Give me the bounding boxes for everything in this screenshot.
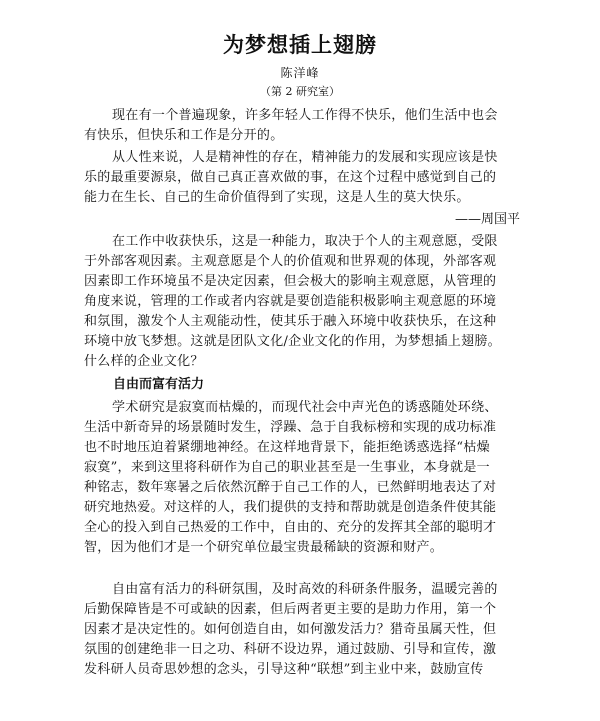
text-line: 从人性来说，人是精神性的存在，精神能力的发展和实现应该是快 [112, 150, 498, 165]
text-line: 和氛围，激发个人主观能动性，使其乐于融入环境中收获快乐，在这种 [84, 314, 497, 329]
text-line: 全心的投入到自己热爱的工作中，自由的、充分的发挥其全部的聪明才 [84, 520, 497, 535]
paragraph-research [84, 398, 520, 558]
text-line: 有快乐，但快乐和工作是分开的。 [84, 128, 284, 143]
text-line: 种铭志，数年寒暑之后依然沉醉于自己工作的人，已然鲜明地表达了对 [84, 480, 497, 495]
article-author: 陈洋峰 [280, 66, 320, 80]
text-line: 能力在生长、自己的生命价值得到了实现，这是人生的莫大快乐。 [84, 190, 470, 205]
author-department: （第 2 研究室） [260, 85, 340, 98]
quote-attribution: ——周国平 [454, 212, 520, 227]
text-line: 乐的最重要源泉，做自己真正喜欢做的事，在这个过程中感觉到自己的 [84, 170, 497, 185]
text-line: 环境中放飞梦想。这就是团队文化/企业文化的作用，为梦想插上翅膀。 [84, 334, 501, 349]
text-line: 寂寞”，来到这里将科研作为自己的职业甚至是一生事业，本身就是一 [84, 460, 490, 475]
text-line: 现在有一个普遍现象，许多年轻人工作得不快乐，他们生活中也会 [112, 108, 498, 123]
text-line: 于外部客观因素。主观意愿是个人的价值观和世界观的体现，外部客观 [84, 254, 497, 269]
text-line: 研究地热爱。对这样的人，我们提供的支持和帮助就是创造条件使其能 [84, 500, 497, 515]
text-line: 因素才是决定性的。如何创造自由，如何激发活力？猎奇虽属天性，但 [84, 622, 497, 637]
paragraph-quote [84, 148, 520, 208]
text-line: 智，因为他们才是一个研究单位最宝贵最稀缺的资源和财产。 [84, 540, 444, 555]
text-line: 在工作中收获快乐，这是一种能力，取决于个人的主观意愿，受限 [112, 234, 498, 249]
text-line: 也不时地压迫着紧绷地神经。在这样地背景下，能拒绝诱惑选择“枯燥 [84, 440, 490, 455]
paragraph-culture [84, 232, 520, 372]
text-line: 后勤保障皆是不可或缺的因素，但后两者更主要的是助力作用，第一个 [84, 602, 497, 617]
text-line: 学术研究是寂寞而枯燥的，而现代社会中声光色的诱惑随处环绕、 [112, 400, 498, 415]
text-line: 生活中新奇异的场景随时发生，浮躁、急于自我标榜和实现的成功标准 [84, 420, 497, 435]
paragraph-intro [84, 106, 520, 146]
text-line: 角度来说，管理的工作或者内容就是要创造能积极影响主观意愿的环境 [84, 294, 497, 309]
text-line: 发科研人员奇思妙想的念头，引导这种“联想”到主业中来，鼓励宣传 [84, 662, 484, 677]
text-line: 自由富有活力的科研氛围，及时高效的科研条件服务，温暖完善的 [112, 582, 498, 597]
paragraph-atmosphere [84, 580, 520, 680]
text-line: 因素即工作环境虽不是决定因素，但会极大的影响主观意愿，从管理的 [84, 274, 497, 289]
text-line: 氛围的创建绝非一日之功、科研不设边界，通过鼓励、引导和宣传，激 [84, 642, 497, 657]
section-heading: 自由而富有活力 [113, 377, 205, 392]
text-line: 什么样的企业文化？ [84, 354, 204, 369]
article-title: 为梦想插上翅膀 [223, 33, 377, 57]
